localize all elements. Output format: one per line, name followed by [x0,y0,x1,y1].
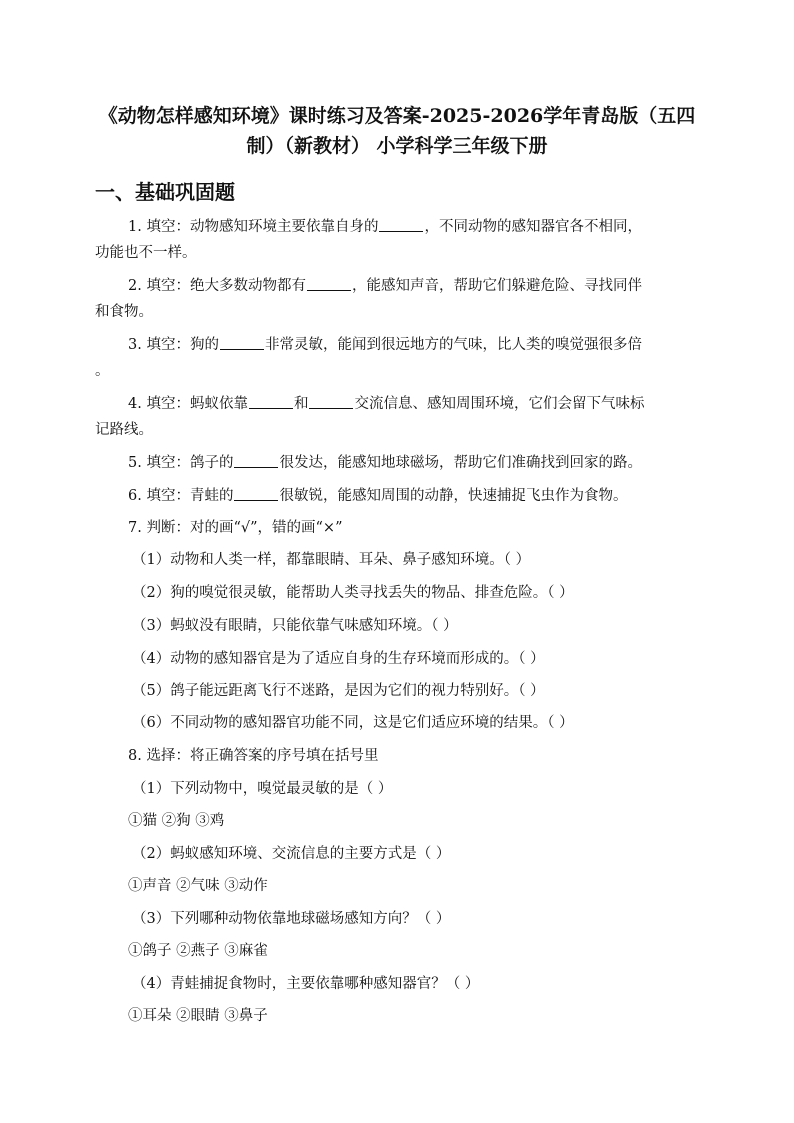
choice-options-2: ①声音 ②气味 ③动作 [128,878,268,894]
question-3-text-a: 3. 填空：狗的 [128,337,219,353]
question-1-text-b: ，不同动物的感知器官各不相同， [424,219,642,235]
question-1-continuation: 功能也不一样。 [95,245,197,261]
section-heading: 一、基础巩固题 [95,180,235,204]
question-4-continuation: 记路线。 [95,422,153,438]
choice-question-2: （2）蚂蚁感知环境、交流信息的主要方式是（ ） [132,846,451,862]
question-1 [128,217,642,237]
choice-options-3: ①鸽子 ②燕子 ③麻雀 [128,943,268,959]
answer-blank [249,394,293,409]
judge-item-3: （3）蚂蚁没有眼睛，只能依靠气味感知环境。（ ） [132,618,458,634]
question-3-continuation: 。 [95,363,110,379]
question-4-text-c: 交流信息、感知周围环境，它们会留下气味标 [354,396,645,412]
question-5-text-a: 5. 填空：鸽子的 [128,455,234,471]
question-4 [128,394,644,414]
choice-question-3: （3）下列哪种动物依靠地球磁场感知方向？（ ） [132,911,451,927]
question-6-text-b: 很敏锐，能感知周围的动静，快速捕捉飞虫作为食物。 [279,488,628,504]
answer-blank [309,394,353,409]
question-6-text-a: 6. 填空：青蛙的 [128,488,234,504]
question-2-continuation: 和食物。 [95,304,153,320]
question-4-text-a: 4. 填空：蚂蚁依靠 [128,396,248,412]
choice-options-4: ①耳朵 ②眼睛 ③鼻子 [128,1008,268,1024]
question-6 [128,486,627,506]
choice-options-1: ①猫 ②狗 ③鸡 [128,813,225,829]
question-2-text-b: ，能感知声音，帮助它们躲避危险、寻找同伴 [351,278,642,294]
answer-blank [234,453,278,468]
judge-item-2: （2）狗的嗅觉很灵敏，能帮助人类寻找丢失的物品、排查危险。（ ） [132,585,574,601]
answer-blank [307,276,351,291]
question-2 [128,276,642,296]
question-3 [128,335,642,355]
answer-blank [234,486,278,501]
judge-item-4: （4）动物的感知器官是为了适应自身的生存环境而形成的。（ ） [132,651,545,667]
answer-blank [220,335,264,350]
choice-prompt: 8. 选择：将正确答案的序号填在括号里 [128,748,379,764]
judge-item-5: （5）鸽子能远距离飞行不迷路，是因为它们的视力特别好。（ ） [132,683,545,699]
question-5-text-b: 很发达，能感知地球磁场，帮助它们准确找到回家的路。 [279,455,642,471]
choice-question-4: （4）青蛙捕捉食物时，主要依靠哪种感知器官？（ ） [132,976,480,992]
judge-item-6: （6）不同动物的感知器官功能不同，这是它们适应环境的结果。（ ） [132,715,574,731]
title-line-2: 制）（新教材） 小学科学三年级下册 [246,135,548,157]
title-line-1: 《动物怎样感知环境》课时练习及答案-2025-2026学年青岛版（五四 [98,105,696,127]
answer-blank [379,217,423,232]
judge-prompt: 7. 判断：对的画“√”，错的画“×” [128,520,343,536]
judge-item-1: （1）动物和人类一样，都靠眼睛、耳朵、鼻子感知环境。（ ） [132,552,531,568]
question-5 [128,453,642,473]
choice-question-1: （1）下列动物中，嗅觉最灵敏的是（ ） [132,781,393,797]
question-3-text-b: 非常灵敏，能闻到很远地方的气味，比人类的嗅觉强很多倍 [264,337,642,353]
question-2-text-a: 2. 填空：绝大多数动物都有 [128,278,306,294]
question-1-text-a: 1. 填空：动物感知环境主要依靠自身的 [128,219,379,235]
question-4-text-b: 和 [293,396,309,412]
